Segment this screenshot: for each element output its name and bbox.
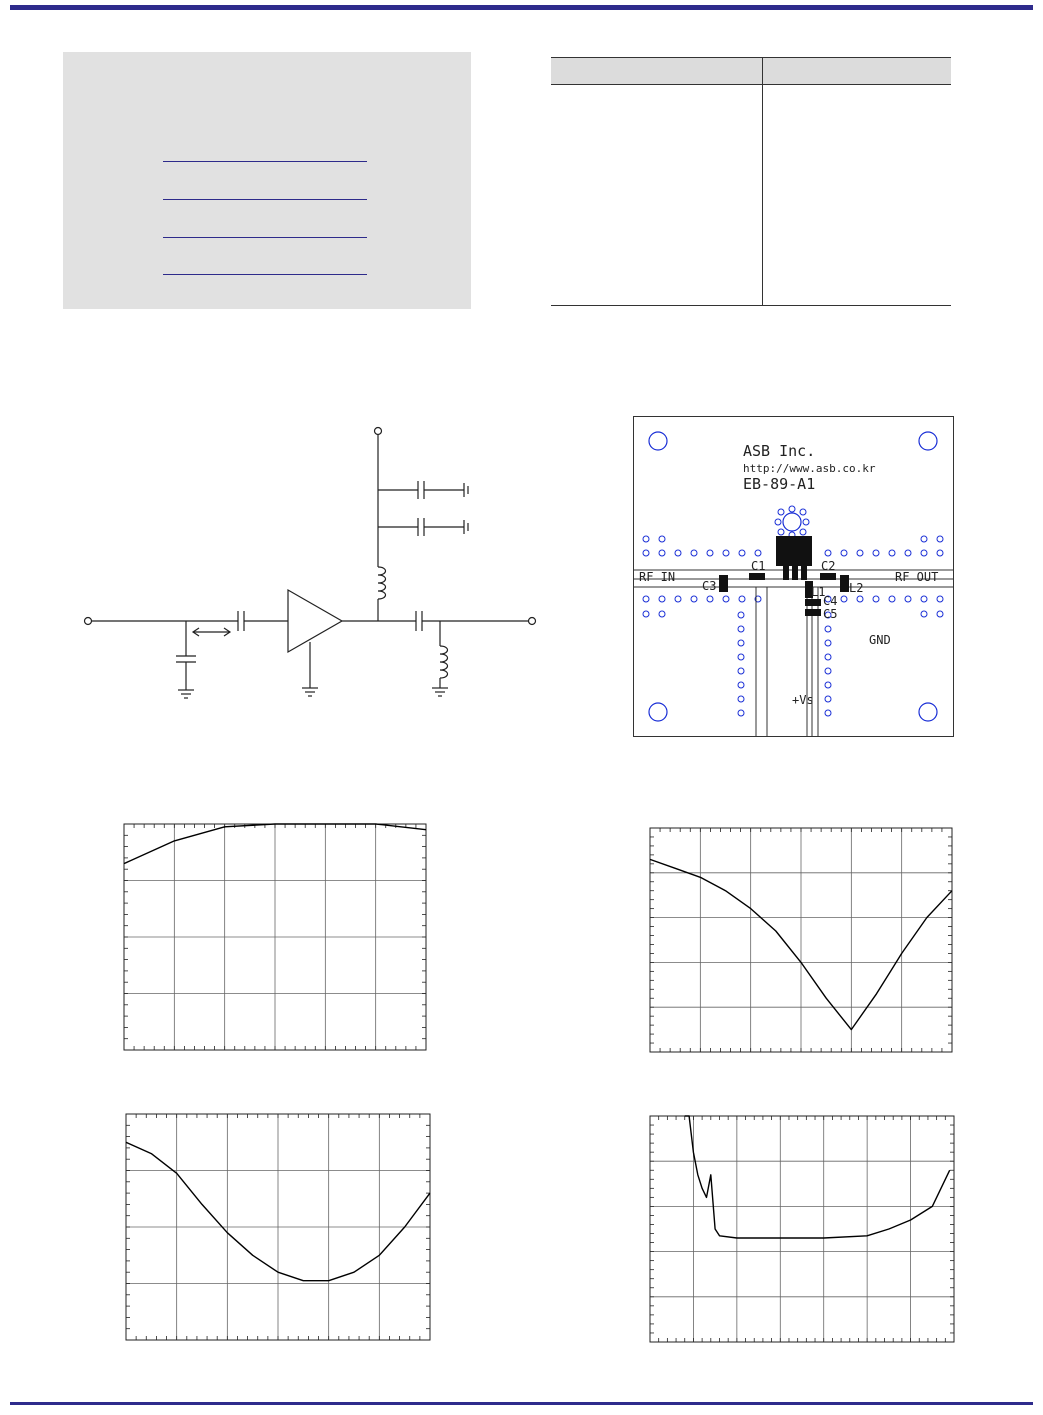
chart-1 [123,823,427,1051]
spec-table-bottom-rule [551,305,951,306]
amplifier-schematic [80,420,550,710]
pcb-board-id: EB-89-A1 [743,475,816,493]
link-underline-4[interactable] [163,274,367,275]
pcb-c2: C2 [821,559,836,573]
chart-3 [125,1113,431,1341]
pcb-l2: L2 [849,581,864,595]
chart-2 [649,827,953,1053]
bottom-rule [10,1402,1033,1405]
top-rule [10,5,1033,10]
pcb-rf-out: RF OUT [895,570,939,584]
pcb-l1: L1 [811,585,826,599]
pcb-c4: C4 [823,594,838,608]
chart-4 [649,1115,955,1343]
pcb-vs: +Vs [792,693,814,707]
spec-table-divider [762,57,763,305]
chart-frame [650,1116,954,1342]
spec-table-header [551,57,951,85]
pcb-company: ASB Inc. [743,442,816,460]
link-underline-1[interactable] [163,161,367,162]
pcb-layout [633,416,955,738]
info-box [63,52,471,309]
pcb-c3: C3 [702,579,717,593]
pcb-c5: C5 [823,607,838,621]
pcb-rf-in: RF IN [639,570,676,584]
pcb-c1: C1 [751,559,766,573]
link-underline-2[interactable] [163,199,367,200]
link-underline-3[interactable] [163,237,367,238]
pcb-url: http://www.asb.co.kr [743,462,876,475]
pcb-gnd: GND [869,633,891,647]
